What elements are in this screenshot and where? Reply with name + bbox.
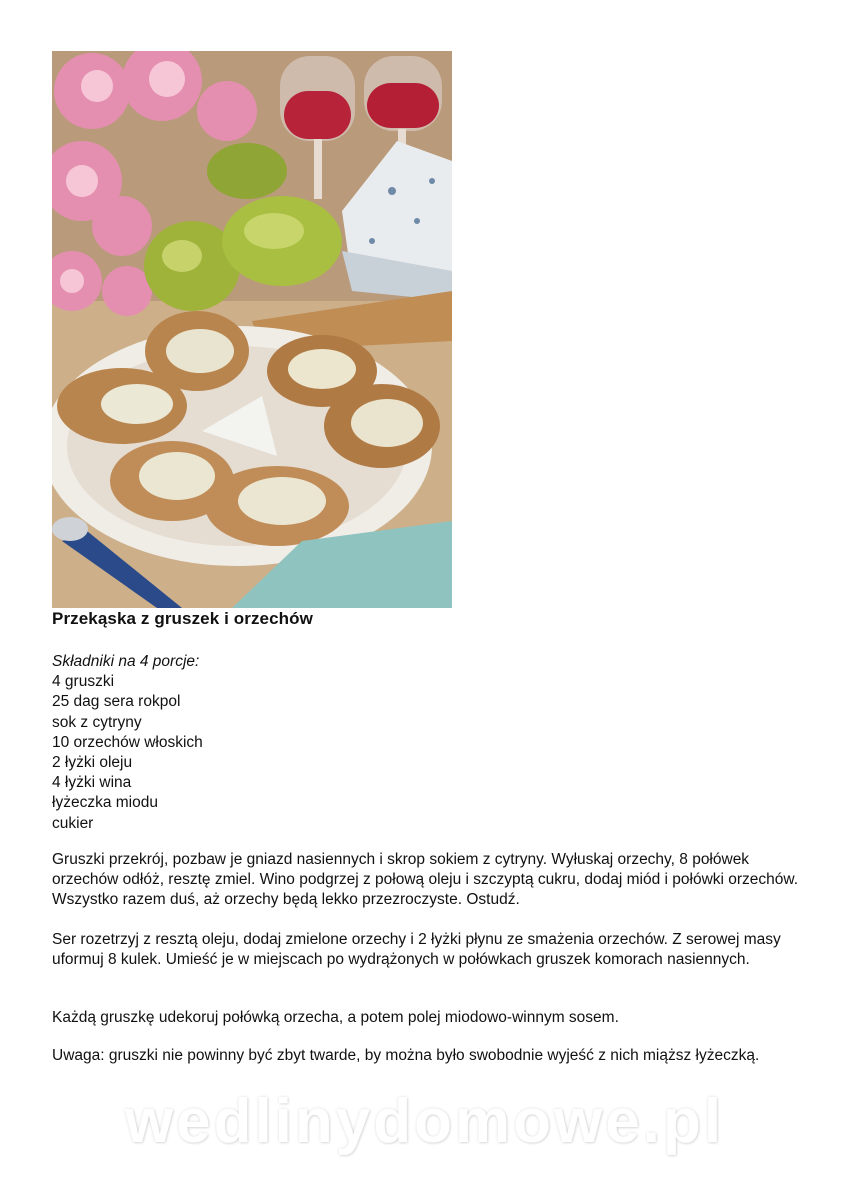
step-paragraph-3: Każdą gruszkę udekoruj połówką orzecha, a potem polej miodowo-winnym sosem.: [52, 1009, 619, 1026]
recipe-photo: [52, 51, 452, 608]
watermark: wedlinydomowe.pl: [124, 1087, 725, 1156]
step-paragraph-2: Ser rozetrzyj z resztą oleju, dodaj zmielone orzechy i 2 łyżki płynu ze smażenia orzechów. Z serowej masy uformuj 8 kulek. Umieść je w miejscach po wydrążonych w połówkach gruszek komorach nasiennych.: [52, 931, 781, 968]
ingredient-item: 25 dag sera rokpol: [52, 693, 181, 711]
ingredient-list: [52, 672, 203, 834]
ingredient-item: łyżeczka miodu: [52, 794, 158, 812]
note-paragraph: Uwaga: gruszki nie powinny być zbyt twarde, by można było swobodnie wyjeść z nich miąższ łyżeczką.: [52, 1047, 760, 1064]
ingredient-item: 4 gruszki: [52, 673, 115, 691]
ingredient-item: 4 łyżki wina: [52, 774, 132, 792]
ingredients-section: [52, 652, 203, 834]
ingredient-item: sok z cytryny: [52, 713, 142, 731]
ingredient-item: 10 orzechów włoskich: [52, 733, 203, 751]
step-paragraph-1: Gruszki przekrój, pozbaw je gniazd nasiennych i skrop sokiem z cytryny. Wyłuskaj orzechy, 8 połówek orzechów odłóż, resztę zmiel. Wino podgrzej z połową oleju i szczyptą cukru, dodaj miód i połówki orzechów. Wszystko razem duś, aż orzechy będą lekko przezroczyste. Ostudź.: [52, 851, 799, 908]
ingredient-item: cukier: [52, 814, 94, 832]
ingredient-item: 2 łyżki oleju: [52, 754, 133, 772]
servings-label: Składniki na 4 porcje:: [52, 653, 200, 670]
recipe-title: Przekąska z gruszek i orzechów: [52, 609, 313, 628]
